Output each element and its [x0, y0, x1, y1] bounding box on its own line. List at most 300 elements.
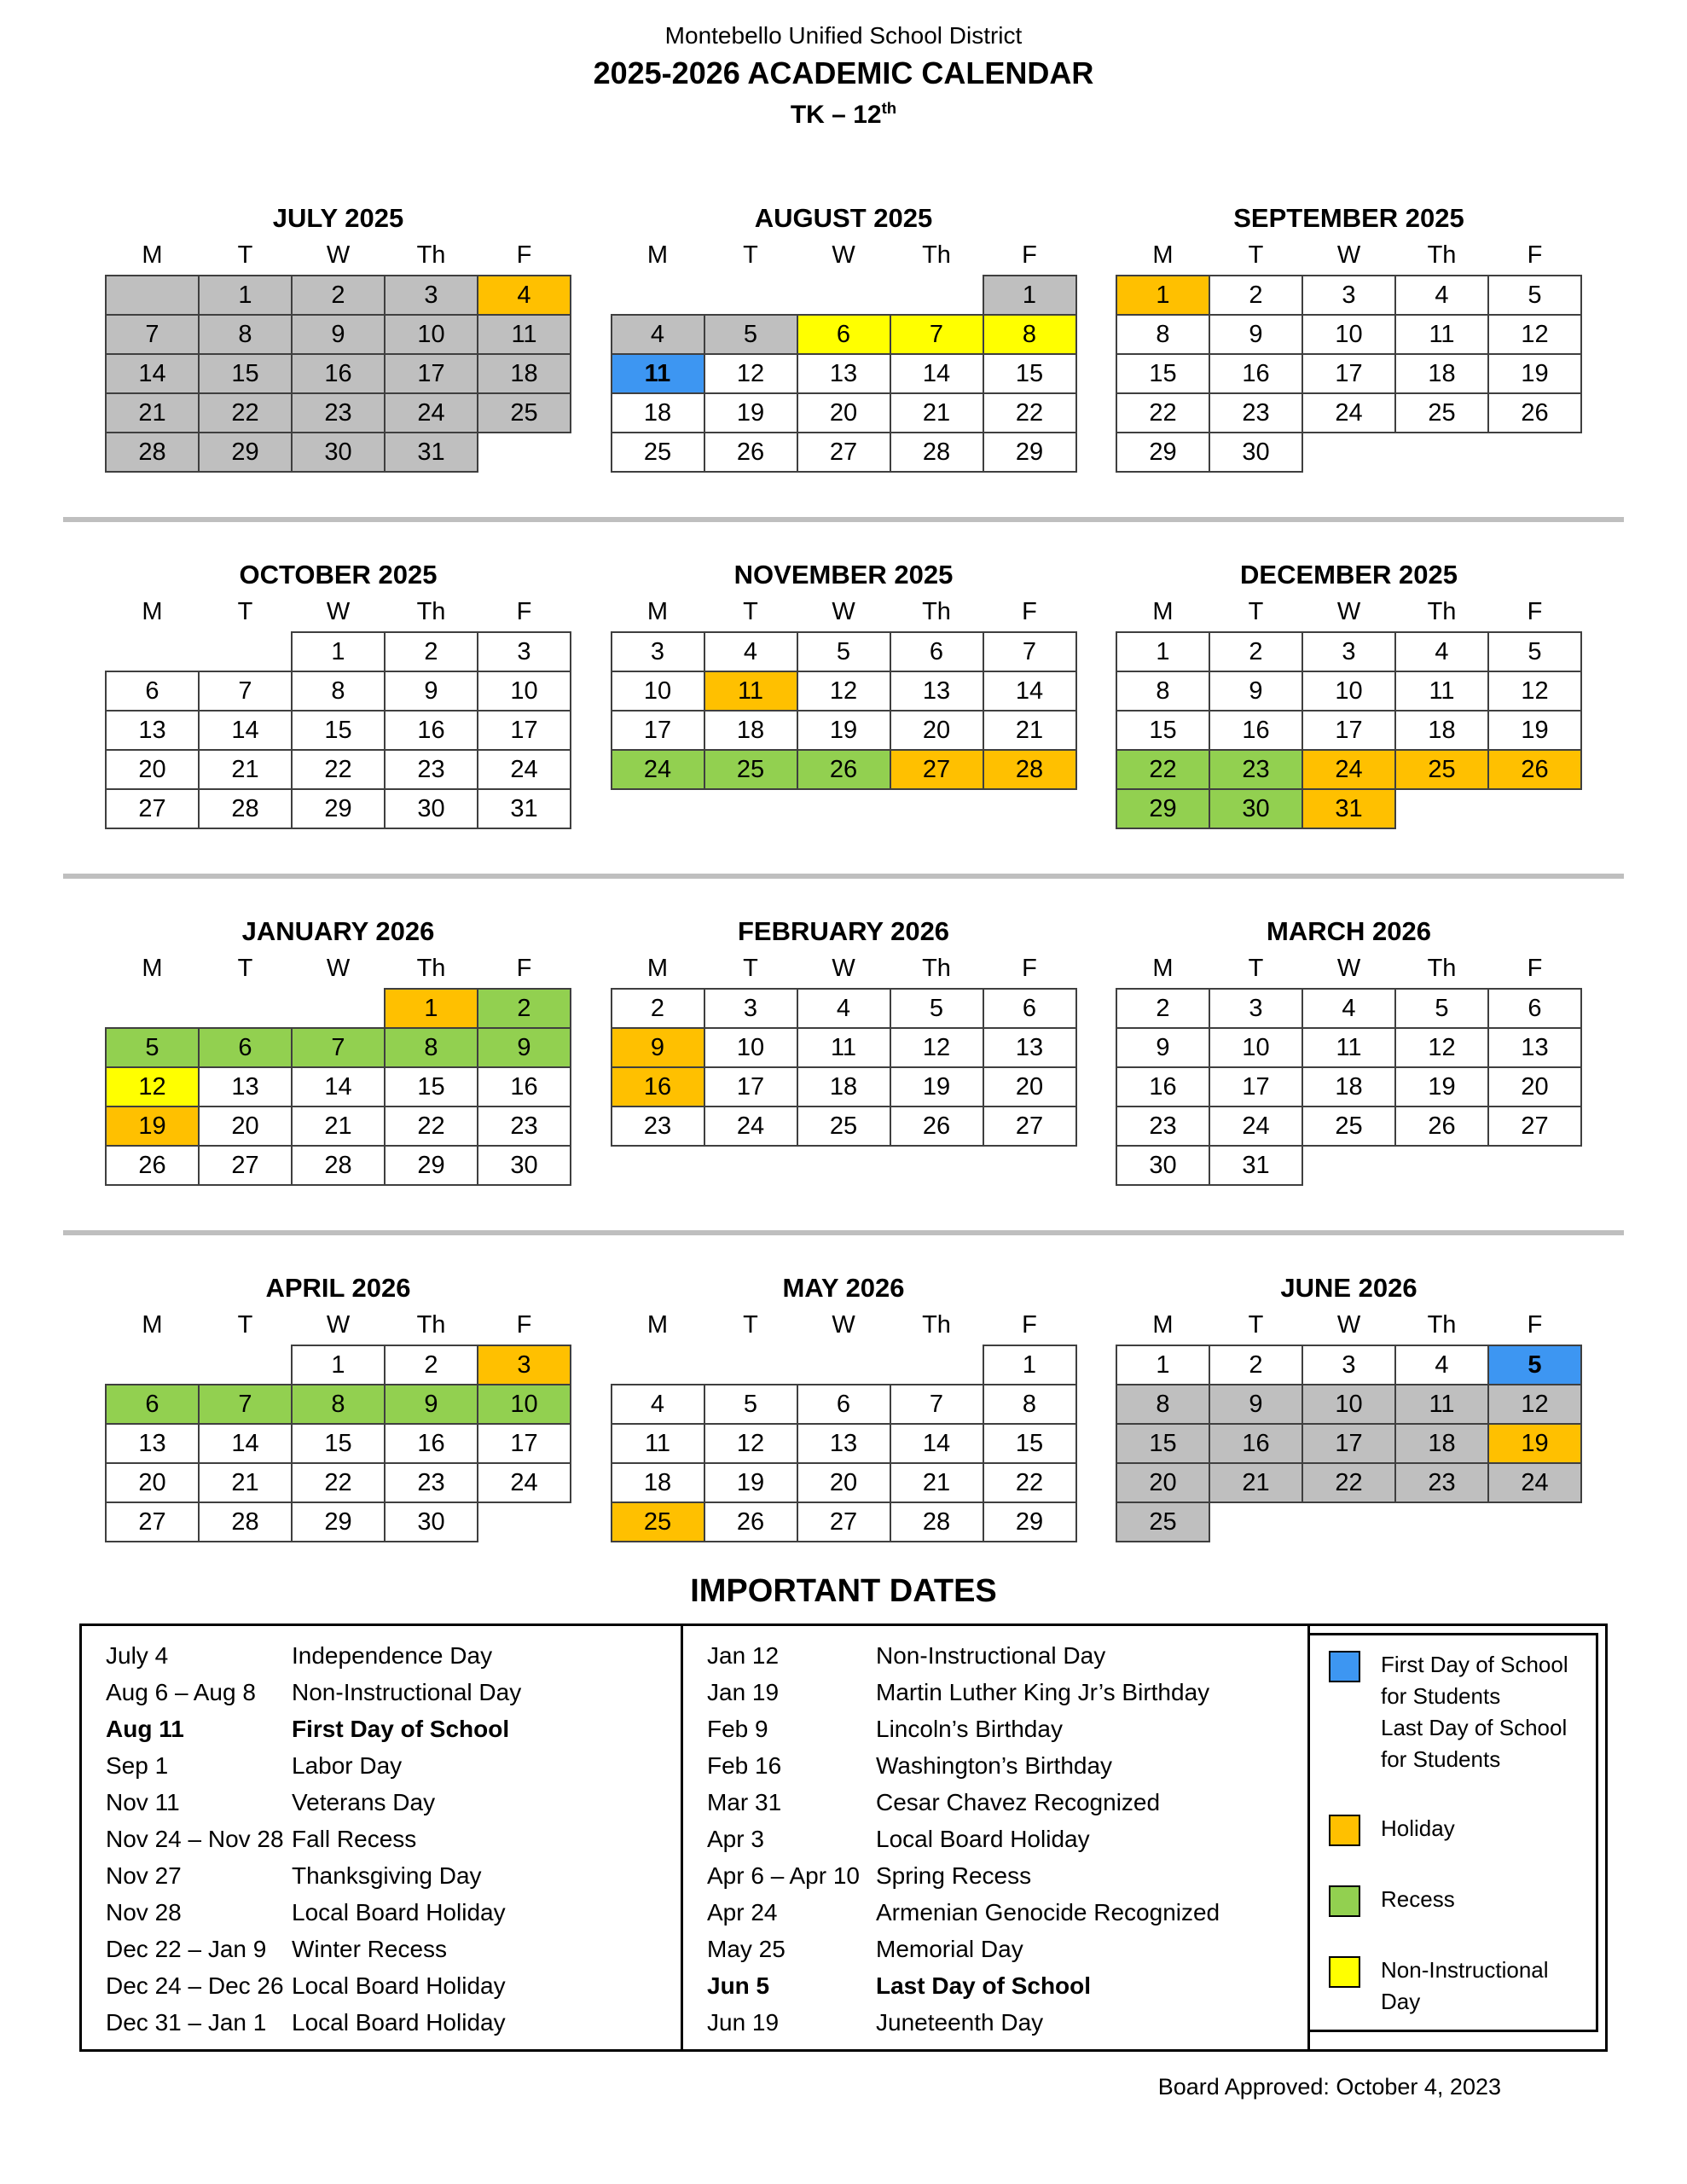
day-cell: 26 [890, 1106, 984, 1147]
day-cell: 19 [1487, 1423, 1582, 1464]
day-cell: 5 [105, 1027, 200, 1068]
calendar-week-row [611, 1345, 1077, 1385]
day-cell: 8 [1116, 1384, 1210, 1425]
section-divider [63, 1230, 1624, 1235]
day-of-week-label: T [1248, 241, 1264, 269]
calendar-week-row [105, 1462, 571, 1503]
day-cell: 11 [1394, 1384, 1489, 1425]
day-cell: 31 [1301, 788, 1396, 829]
calendar-week-row [1116, 631, 1582, 672]
day-cell: 5 [704, 314, 798, 355]
day-cell: 5 [890, 988, 984, 1029]
day-cell: 10 [384, 314, 478, 355]
day-cell: 17 [477, 710, 571, 751]
day-cell: 2 [611, 988, 705, 1029]
day-cell: 23 [1209, 392, 1303, 433]
important-date-event: Non-Instructional Day [876, 1641, 1106, 1669]
calendar-week-row [105, 988, 571, 1029]
day-cell: 26 [1394, 1106, 1489, 1147]
month-weeks [611, 275, 1077, 473]
day-cell: 24 [477, 1462, 571, 1503]
legend-box [1310, 1633, 1598, 2032]
day-cell: 1 [1116, 1345, 1210, 1385]
month-title: SEPTEMBER 2025 [1233, 203, 1464, 233]
day-cell: 21 [1209, 1462, 1303, 1503]
calendar-week-row [611, 1027, 1077, 1068]
calendar-week-row [1116, 275, 1582, 316]
day-cell: 2 [1209, 1345, 1303, 1385]
day-cell: 6 [983, 988, 1077, 1029]
day-cell: 20 [797, 392, 891, 433]
legend-label [1381, 1955, 1592, 2018]
day-cell: 13 [105, 710, 200, 751]
calendar-week-row [1116, 432, 1582, 473]
day-cell: 23 [291, 392, 386, 433]
month-may-2026 [611, 1273, 1077, 1542]
calendar-week-row [105, 631, 571, 672]
day-of-week-label: T [743, 598, 758, 625]
day-cell: 8 [1116, 671, 1210, 712]
day-cell: 29 [384, 1145, 478, 1186]
day-cell: 23 [477, 1106, 571, 1147]
day-cell: 4 [611, 1384, 705, 1425]
calendar-week-row [1116, 1384, 1582, 1425]
important-date-value: May 25 [707, 1935, 786, 1962]
important-date-row [106, 1931, 681, 1967]
legend-label-line: First Day of School [1381, 1652, 1568, 1677]
day-of-week-label: F [1022, 1311, 1037, 1339]
day-cell: 25 [704, 749, 798, 790]
day-cell: 8 [983, 314, 1077, 355]
day-of-week-label: W [1336, 1311, 1361, 1339]
months-band [105, 1273, 1582, 1542]
day-cell: 5 [1487, 631, 1582, 672]
day-cell: 19 [797, 710, 891, 751]
day-of-week-label: F [1022, 241, 1037, 269]
day-cell: 12 [890, 1027, 984, 1068]
day-cell: 10 [477, 671, 571, 712]
legend-item [1329, 1649, 1592, 1712]
day-cell: 9 [1209, 671, 1303, 712]
day-cell: 5 [704, 1384, 798, 1425]
legend-label [1381, 1813, 1455, 1844]
month-title: OCTOBER 2025 [239, 560, 438, 590]
day-cell: 13 [797, 1423, 891, 1464]
day-cell: 11 [477, 314, 571, 355]
day-cell: 16 [291, 353, 386, 394]
important-date-event: Local Board Holiday [876, 1825, 1090, 1852]
calendar-week-row [105, 353, 571, 394]
day-cell: 31 [384, 432, 478, 473]
day-cell: 6 [198, 1027, 293, 1068]
legend-label-line: Last Day of School [1381, 1715, 1568, 1740]
empty-cell [890, 1345, 984, 1385]
month-title: MARCH 2026 [1267, 916, 1431, 946]
important-dates-left-column [82, 1626, 683, 2049]
day-cell: 18 [1394, 1423, 1489, 1464]
day-cell: 28 [890, 432, 984, 473]
legend-label-line: Recess [1381, 1886, 1455, 1912]
day-cell: 9 [1209, 314, 1303, 355]
day-cell: 20 [983, 1066, 1077, 1107]
empty-cell [198, 1345, 293, 1385]
day-cell: 1 [384, 988, 478, 1029]
empty-cell [291, 988, 386, 1029]
important-date-row [707, 1747, 1307, 1784]
day-cell: 12 [1487, 1384, 1582, 1425]
day-cell: 14 [983, 671, 1077, 712]
months-section [0, 203, 1687, 1542]
day-cell: 8 [291, 1384, 386, 1425]
legend-label-line: for Students [1381, 1746, 1501, 1772]
day-of-week-label: M [1152, 598, 1174, 625]
day-cell: 15 [198, 353, 293, 394]
month-weeks [105, 275, 571, 473]
day-of-week-header-row [105, 1311, 571, 1339]
month-march-2026 [1116, 916, 1582, 1186]
important-date-row [106, 1967, 681, 2004]
day-of-week-label: Th [922, 955, 951, 982]
day-cell: 26 [1487, 749, 1582, 790]
day-of-week-label: M [142, 955, 163, 982]
important-date-event: Non-Instructional Day [292, 1678, 522, 1705]
important-dates-box [79, 1623, 1608, 2052]
day-of-week-label: W [832, 955, 855, 982]
legend-column [1310, 1626, 1605, 2049]
important-date-event: Juneteenth Day [876, 2008, 1044, 2036]
day-of-week-label: Th [416, 241, 446, 269]
legend-label-line: Holiday [1381, 1815, 1455, 1841]
day-of-week-label: Th [1427, 1311, 1457, 1339]
day-cell: 11 [1394, 314, 1489, 355]
day-cell: 30 [477, 1145, 571, 1186]
day-cell: 27 [105, 788, 200, 829]
day-cell: 3 [1301, 1345, 1396, 1385]
day-cell: 21 [198, 749, 293, 790]
calendar-week-row [1116, 1027, 1582, 1068]
calendar-week-row [1116, 1145, 1582, 1186]
important-date-row [707, 2004, 1307, 2041]
empty-cell [198, 988, 293, 1029]
calendar-week-row [611, 353, 1077, 394]
day-cell: 2 [384, 631, 478, 672]
month-weeks [105, 1345, 571, 1542]
day-of-week-label: T [237, 955, 253, 982]
calendar-week-row [611, 631, 1077, 672]
day-cell: 17 [611, 710, 705, 751]
day-cell: 4 [611, 314, 705, 355]
calendar-week-row [1116, 788, 1582, 829]
section-divider [63, 874, 1624, 879]
day-cell: 27 [890, 749, 984, 790]
day-cell: 1 [983, 275, 1077, 316]
day-cell: 10 [1301, 314, 1396, 355]
day-of-week-label: M [142, 241, 163, 269]
page-title: 2025-2026 ACADEMIC CALENDAR [593, 55, 1094, 90]
day-cell: 10 [704, 1027, 798, 1068]
month-weeks [1116, 1345, 1582, 1542]
day-cell: 13 [1487, 1027, 1582, 1068]
day-cell: 1 [983, 1345, 1077, 1385]
important-date-event: Lincoln’s Birthday [876, 1715, 1063, 1742]
day-cell: 21 [983, 710, 1077, 751]
important-date-row [707, 1711, 1307, 1747]
months-band [105, 560, 1582, 829]
day-cell: 10 [1209, 1027, 1303, 1068]
day-of-week-label: M [1152, 955, 1174, 982]
calendar-week-row [105, 1027, 571, 1068]
day-cell [105, 275, 200, 316]
month-title: NOVEMBER 2025 [733, 560, 954, 590]
month-august-2025 [611, 203, 1077, 473]
legend-label-line: Non-Instructional Day [1381, 1957, 1549, 2014]
day-of-week-label: T [237, 598, 253, 625]
day-cell: 17 [704, 1066, 798, 1107]
day-cell: 18 [477, 353, 571, 394]
day-cell: 18 [1394, 353, 1489, 394]
day-cell: 26 [1487, 392, 1582, 433]
day-cell: 26 [704, 1502, 798, 1542]
day-cell: 16 [1209, 1423, 1303, 1464]
day-of-week-label: M [142, 1311, 163, 1339]
day-cell: 23 [1209, 749, 1303, 790]
empty-cell [611, 1345, 705, 1385]
legend-swatch-holiday [1329, 1815, 1360, 1846]
day-cell: 12 [797, 671, 891, 712]
important-date-value: Aug 6 – Aug 8 [106, 1678, 256, 1705]
day-of-week-label: T [743, 241, 758, 269]
day-of-week-label: W [1336, 598, 1361, 625]
calendar-week-row [611, 275, 1077, 316]
day-cell: 1 [1116, 631, 1210, 672]
day-cell: 28 [890, 1502, 984, 1542]
legend-swatch-recess [1329, 1885, 1360, 1917]
day-of-week-label: F [516, 241, 532, 269]
empty-cell [797, 1345, 891, 1385]
day-cell: 30 [384, 1502, 478, 1542]
day-cell: 21 [105, 392, 200, 433]
day-cell: 22 [1116, 749, 1210, 790]
month-june-2026 [1116, 1273, 1582, 1542]
day-of-week-label: Th [1427, 598, 1457, 625]
day-of-week-label: Th [1427, 241, 1457, 269]
month-weeks [105, 631, 571, 829]
day-cell: 19 [704, 1462, 798, 1503]
day-cell: 18 [611, 1462, 705, 1503]
day-cell: 29 [291, 788, 386, 829]
day-cell: 21 [291, 1106, 386, 1147]
calendar-week-row [105, 275, 571, 316]
day-cell: 3 [611, 631, 705, 672]
calendar-week-row [1116, 392, 1582, 433]
day-cell: 9 [1209, 1384, 1303, 1425]
day-cell: 20 [890, 710, 984, 751]
important-date-event: Fall Recess [292, 1825, 417, 1852]
important-date-event: Thanksgiving Day [292, 1862, 482, 1889]
day-cell: 14 [890, 353, 984, 394]
day-cell: 16 [384, 710, 478, 751]
calendar-week-row [1116, 1462, 1582, 1503]
day-cell: 20 [797, 1462, 891, 1503]
important-date-row [707, 1821, 1307, 1857]
day-cell: 30 [1209, 788, 1303, 829]
day-cell: 6 [797, 1384, 891, 1425]
day-cell: 12 [704, 1423, 798, 1464]
day-cell: 3 [1301, 275, 1396, 316]
important-date-event: Cesar Chavez Recognized [876, 1788, 1161, 1815]
calendar-week-row [611, 1066, 1077, 1107]
important-date-value: Jun 19 [707, 2008, 780, 2036]
day-cell: 13 [983, 1027, 1077, 1068]
day-of-week-label: Th [922, 1311, 951, 1339]
important-date-value: Aug 11 [106, 1715, 184, 1742]
day-cell: 25 [477, 392, 571, 433]
day-cell: 12 [1487, 314, 1582, 355]
day-cell: 22 [1116, 392, 1210, 433]
day-cell: 24 [384, 392, 478, 433]
day-of-week-header-row [1116, 955, 1582, 983]
day-cell: 7 [890, 1384, 984, 1425]
day-cell: 9 [384, 1384, 478, 1425]
day-cell: 9 [477, 1027, 571, 1068]
day-cell: 25 [611, 1502, 705, 1542]
day-cell: 27 [1487, 1106, 1582, 1147]
day-cell: 21 [890, 392, 984, 433]
empty-cell [105, 631, 200, 672]
empty-cell [797, 275, 891, 316]
day-cell: 7 [105, 314, 200, 355]
day-cell: 3 [384, 275, 478, 316]
month-july-2025 [105, 203, 571, 473]
day-cell: 28 [198, 788, 293, 829]
day-cell: 18 [797, 1066, 891, 1107]
important-date-row [707, 1674, 1307, 1711]
day-of-week-label: F [516, 1311, 532, 1339]
day-of-week-header-row [105, 598, 571, 626]
day-cell: 22 [384, 1106, 478, 1147]
day-of-week-label: W [832, 598, 855, 625]
day-cell: 10 [477, 1384, 571, 1425]
calendar-week-row [1116, 1345, 1582, 1385]
calendar-week-row [611, 749, 1077, 790]
day-cell: 3 [1301, 631, 1396, 672]
day-cell: 25 [611, 432, 705, 473]
calendar-week-row [1116, 353, 1582, 394]
important-date-value: Nov 24 – Nov 28 [106, 1825, 284, 1852]
important-date-value: Apr 6 – Apr 10 [707, 1862, 861, 1889]
important-date-row [707, 1784, 1307, 1821]
important-date-value: Nov 27 [106, 1862, 182, 1889]
section-divider [63, 517, 1624, 522]
day-of-week-label: F [1527, 241, 1543, 269]
board-approved-note: Board Approved: October 4, 2023 [1157, 2074, 1501, 2100]
day-cell: 12 [105, 1066, 200, 1107]
day-of-week-label: T [743, 955, 758, 982]
month-title: JUNE 2026 [1280, 1273, 1417, 1303]
important-date-event: Independence Day [292, 1641, 493, 1669]
important-date-event: Memorial Day [876, 1935, 1023, 1962]
day-cell: 25 [1394, 749, 1489, 790]
day-cell: 6 [1487, 988, 1582, 1029]
day-of-week-label: M [646, 241, 669, 269]
day-cell: 5 [1487, 275, 1582, 316]
day-cell: 13 [890, 671, 984, 712]
day-cell: 17 [1209, 1066, 1303, 1107]
important-date-event: Veterans Day [292, 1788, 436, 1815]
grade-base: TK – 12 [790, 101, 882, 129]
calendar-week-row [105, 432, 571, 473]
important-date-value: Dec 22 – Jan 9 [106, 1935, 267, 1962]
important-date-row [106, 1784, 681, 1821]
day-cell: 27 [198, 1145, 293, 1186]
day-cell: 10 [1301, 1384, 1396, 1425]
day-cell: 15 [983, 1423, 1077, 1464]
day-cell: 27 [797, 1502, 891, 1542]
calendar-week-row [611, 671, 1077, 712]
empty-cell [105, 988, 200, 1029]
day-cell: 10 [1301, 671, 1396, 712]
legend-item [1329, 1712, 1592, 1775]
important-date-value: Nov 11 [106, 1788, 180, 1815]
day-cell: 7 [983, 631, 1077, 672]
day-cell: 17 [1301, 710, 1396, 751]
day-cell: 2 [1209, 275, 1303, 316]
day-cell: 20 [1116, 1462, 1210, 1503]
day-cell: 11 [797, 1027, 891, 1068]
day-cell: 17 [384, 353, 478, 394]
day-cell: 9 [384, 671, 478, 712]
important-date-event: Armenian Genocide Recognized [876, 1898, 1220, 1926]
important-date-row [106, 1637, 681, 1674]
calendar-week-row [1116, 749, 1582, 790]
day-cell: 22 [983, 392, 1077, 433]
day-of-week-label: W [832, 1311, 855, 1339]
day-of-week-label: T [1248, 598, 1264, 625]
calendar-week-row [105, 314, 571, 355]
legend-item [1329, 1955, 1592, 2018]
important-date-value: Dec 31 – Jan 1 [106, 2008, 267, 2036]
calendar-week-row [1116, 988, 1582, 1029]
day-cell: 11 [611, 353, 705, 394]
important-date-row [106, 1711, 681, 1747]
day-cell: 24 [477, 749, 571, 790]
day-cell: 6 [105, 671, 200, 712]
day-cell: 23 [1116, 1106, 1210, 1147]
calendar-week-row [105, 710, 571, 751]
day-cell: 28 [198, 1502, 293, 1542]
day-cell: 20 [105, 1462, 200, 1503]
day-cell: 12 [1394, 1027, 1489, 1068]
calendar-week-row [1116, 1423, 1582, 1464]
month-title: JANUARY 2026 [241, 916, 435, 946]
calendar-week-row [105, 1345, 571, 1385]
day-cell: 3 [704, 988, 798, 1029]
calendar-week-row [1116, 671, 1582, 712]
day-cell: 14 [105, 353, 200, 394]
day-cell: 5 [1487, 1345, 1582, 1385]
calendar-week-row [105, 1384, 571, 1425]
calendar-week-row [105, 749, 571, 790]
empty-cell [704, 1345, 798, 1385]
important-dates-right-column [683, 1626, 1310, 2049]
day-cell: 4 [1301, 988, 1396, 1029]
important-date-row [106, 2004, 681, 2041]
day-cell: 6 [797, 314, 891, 355]
important-date-value: Nov 28 [106, 1898, 182, 1926]
day-cell: 2 [1209, 631, 1303, 672]
calendar-week-row [611, 1502, 1077, 1542]
day-cell: 16 [1209, 710, 1303, 751]
